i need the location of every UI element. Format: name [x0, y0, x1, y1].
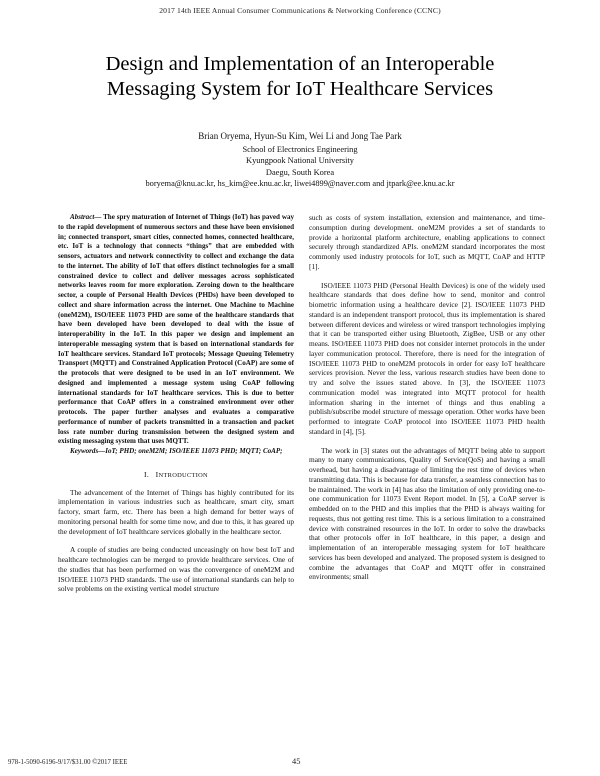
abstract-text: — The spry maturation of Internet of Things (IoT) has paved way to the rapid development of numerous sectors and these have been envisioned in; connected transport, smart cities, connected homes, connected healthcare, etc. IoT is a technology that connects “things” that are embedded with sensors, actuators and network connectivity to collect and exchange the data to the internet. The ability of IoT that offers distinct technologies for a small constrained device to collect and deliver messages across sophisticated networks leaves room for more exploration. Zeroing down to the healthcare sector, a couple of Personal Health Devices (PHDs) have been developed to collect and share information across the internet. One Machine to Machine (oneM2M), ISO/IEEE 11073 PHD are some of the healthcare standards that have been developed have been developed to deal with the issue of interoperability in the IoT. In this paper we design and implement an interoperable messaging system that is based on international standards for IoT healthcare services. Standard IoT protocols; Message Queuing Telemetry Transport (MQTT) and Constrained Application Protocol (CoAP) are some of the protocols that were designed to be used in an IoT environment. We designed and implemented a message system using CoAP following international standards for IoT healthcare services. This is due to better performance that CoAP offers in a constrained environment over other protocols. The paper further analyses and evaluates a comparative performance of number of packets transmitted in a transaction and packet loss rate number during transmission between the designed system and existing messaging system that uses MQTT. [58, 213, 294, 446]
section-first-letter: I [155, 469, 159, 479]
abstract-label: Abstract [70, 213, 95, 221]
paper-title [20, 52, 580, 102]
title-line-2: Messaging System for IoT Healthcare Services [106, 78, 494, 100]
conference-header: 2017 14th IEEE Annual Consumer Communications & Networking Conference (CCNC) [159, 6, 441, 15]
author-names: Brian Oryema, Hyun-Su Kim, Wei Li and Jong Tae Park [198, 131, 402, 141]
footer-isbn: 978-1-5090-6196-9/17/$31.00 ©2017 IEEE [8, 759, 128, 766]
left-column [58, 213, 294, 594]
abstract [58, 213, 294, 447]
section-numeral: I. [144, 469, 150, 479]
affiliation-location: Daegu, South Korea [265, 167, 335, 177]
affiliation-university: Kyungpook National University [246, 156, 354, 166]
author-emails: boryema@knu.ac.kr, hs_kim@ee.knu.ac.kr, liwei4899@naver.com and jtpark@ee.knu.ac.kr [145, 179, 455, 189]
title-line-1: Design and Implementation of an Interoperable [105, 53, 495, 75]
page-number: 45 [292, 757, 301, 766]
section-title-rest: NTRODUCTION [158, 471, 208, 479]
right-column [309, 213, 545, 582]
affiliation-school: School of Electronics Engineering [242, 144, 358, 154]
keywords: Keywords—IoT; PHD; oneM2M; ISO/IEEE 11073 PHD; MQTT; CoAP; [70, 447, 283, 455]
section-heading-introduction [58, 470, 294, 481]
author-block [20, 131, 580, 190]
paragraph: A couple of studies are being conducted unceasingly on how best IoT and healthcare technologies can be merged to provide healthcare services. One of the studies that has been performed on was the convergence of oneM2M and ISO/IEEE 11073 PHD standards. The use of international standards can help to solve problems on the existing vertical model structure [58, 545, 294, 594]
paragraph: ISO/IEEE 11073 PHD (Personal Health Devices) is one of the widely used healthcare standards that does define how to send, monitor and control biometric information using a healthcare device [2]. ISO/IEEE 11073 PHD standard is an independent transport protocol, thus its implementation is shared between different devices and wireless or wired transport technologies implying that it can be transported either using Bluetooth, ZigBee, USB or any other means. ISO/IEEE 11073 PHD does not consider internet protocols in the under layer communication protocol. Therefore, there is need for the integration of ISO/IEEE 11073 PHD to oneM2M protocols in order for easy IoT healthcare services provision. Never the less, various research studies have been done to try and solve the issues stated above. In [3], the ISO/IEEE 11073 communication model was integrated into MQTT protocol for health information sharing in the internet of things and thus enabling a publish/subscribe model structure of message operation. Other works have been performed to integrate CoAP protocol into ISO/IEEE 11073 PHD health standard in [4], [5]. [309, 280, 545, 436]
paragraph: The work in [3] states out the advantages of MQTT being able to support many to many communications, Quality of Service(QoS) and having a small overhead, but having a disadvantage of limiting the rest time of devices when transmitting data. This is because for data transfer, a seamless connection has to be maintained. The work in [4] has also the limitation of only providing one-to-one communication for 11073 Event Report model. In [5], a CoAP server is embedded on to the PHD and this implies that the PHD is always waiting for requests, thus not getting rest time. This is a serious limitation to a constrained device with constrained resources in the IoT. In order to solve the drawbacks that other protocols offer in IoT healthcare, in this paper, a design and implementation of an interoperable messaging system for IoT healthcare services has been developed and analyzed. The proposed system is designed to combine the advantages that CoAP and MQTT offer in constrained environments; small [309, 445, 545, 582]
paragraph: The advancement of the Internet of Things has highly contributed for its implementation in various industries such as healthcare, smart city, smart factory, smart farm, etc. There has been a high demand for better ways of monitoring personal health for some time now, and due to this, it has geared up the development of IoT healthcare services globally in the healthcare sector. [58, 487, 294, 536]
paragraph: such as costs of system installation, extension and maintenance, and time-consumption during development. oneM2M provides a set of standards to provide a horizontal platform architecture, enabling applications to connect securely through standardized APIs. oneM2M standard incorporates the most commonly used industry protocols for IoT, such as MQTT, CoAP and HTTP [1]. [309, 213, 545, 271]
